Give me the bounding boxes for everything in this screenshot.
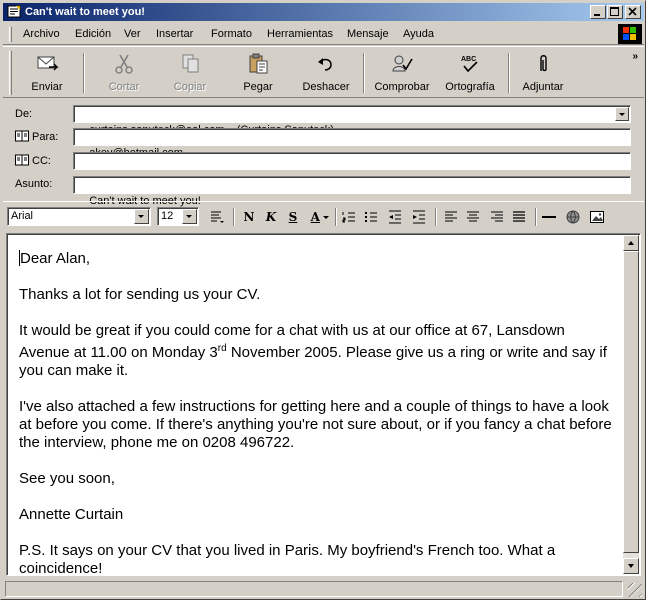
spelling-button[interactable] <box>437 49 503 95</box>
menu-ayuda[interactable]: Ayuda <box>403 28 434 40</box>
check-label: Comprobar <box>374 81 430 93</box>
menu-archivo[interactable]: Archivo <box>23 28 60 40</box>
resize-grip-icon[interactable] <box>628 583 642 597</box>
message-greeting: Dear Alan, <box>20 250 91 267</box>
send-icon <box>35 53 59 75</box>
copy-icon <box>178 53 202 75</box>
scroll-down-button[interactable] <box>623 558 639 574</box>
font-size-dropdown[interactable] <box>182 209 197 224</box>
increase-indent-button[interactable] <box>411 209 427 225</box>
paperclip-icon <box>531 53 555 75</box>
maximize-icon <box>608 6 622 18</box>
underline-button[interactable]: S <box>288 210 298 224</box>
align-right-button[interactable] <box>489 209 505 225</box>
vertical-scrollbar[interactable] <box>623 235 639 574</box>
main-toolbar <box>3 46 644 98</box>
maximize-button[interactable] <box>607 5 623 19</box>
menu-ver[interactable]: Ver <box>124 28 141 40</box>
paste-label: Pegar <box>243 81 273 93</box>
copy-button[interactable] <box>161 49 219 95</box>
decrease-indent-icon <box>387 209 403 225</box>
check-names-icon <box>390 53 414 75</box>
undo-icon <box>314 53 338 75</box>
to-label: Para: <box>32 131 59 143</box>
title-bar[interactable] <box>3 3 644 21</box>
font-name-select[interactable] <box>7 207 151 226</box>
format-separator <box>535 208 537 226</box>
menu-bar <box>3 23 644 45</box>
from-field[interactable] <box>73 105 631 123</box>
message-text <box>19 250 615 596</box>
italic-button[interactable]: K <box>265 210 277 224</box>
decrease-indent-button[interactable] <box>387 209 403 225</box>
horizontal-line-icon <box>541 209 557 225</box>
increase-indent-icon <box>411 209 427 225</box>
picture-icon <box>589 209 605 225</box>
minimize-icon <box>591 6 605 18</box>
bullet-list-button[interactable] <box>363 209 379 225</box>
format-separator <box>233 208 235 226</box>
menu-edicion[interactable]: Edición <box>75 28 112 40</box>
menu-formato[interactable]: Formato <box>211 28 252 40</box>
message-paragraph-2b: November 2005. Please give us a ring or write and say if you can make it. <box>19 344 607 379</box>
scroll-up-button[interactable] <box>623 235 639 251</box>
message-paragraph-2 <box>19 322 615 380</box>
paste-button[interactable] <box>229 49 287 95</box>
subject-label: Asunto: <box>15 178 53 190</box>
formatting-toolbar <box>3 201 644 229</box>
font-color-glyph: A <box>310 210 320 224</box>
close-icon <box>626 6 640 18</box>
cc-label-wrap[interactable] <box>15 154 51 167</box>
paste-icon <box>246 53 270 75</box>
cc-field[interactable] <box>73 152 631 170</box>
message-paragraph-1: Thanks a lot for sending us your CV. <box>19 286 261 303</box>
toolbar-grip[interactable] <box>9 51 12 95</box>
insert-hyperlink-button[interactable] <box>565 209 581 225</box>
scroll-thumb[interactable] <box>623 251 639 553</box>
paragraph-style-icon <box>209 209 225 225</box>
font-size-value: 12 <box>161 210 174 222</box>
cc-label: CC: <box>32 155 51 167</box>
undo-label: Deshacer <box>302 81 350 93</box>
message-ordinal-suffix: rd <box>217 343 227 354</box>
insert-picture-button[interactable] <box>589 209 605 225</box>
font-color-button[interactable] <box>309 209 331 225</box>
address-book-icon <box>15 130 29 142</box>
align-left-button[interactable] <box>443 209 459 225</box>
cut-label: Cortar <box>108 81 140 93</box>
send-button[interactable] <box>17 49 77 95</box>
from-dropdown-button[interactable] <box>615 107 629 121</box>
menu-herramientas[interactable]: Herramientas <box>267 28 334 40</box>
toolbar-separator <box>83 53 85 93</box>
attach-button[interactable] <box>513 49 573 95</box>
message-signature: Annette Curtain <box>19 506 124 523</box>
toolbar-overflow-icon[interactable]: » <box>632 51 638 62</box>
send-label: Enviar <box>31 81 63 93</box>
minimize-button[interactable] <box>590 5 606 19</box>
message-icon <box>7 5 21 18</box>
font-color-dropdown-icon <box>323 215 329 221</box>
justify-icon <box>511 209 527 225</box>
align-left-icon <box>443 209 459 225</box>
check-names-button[interactable] <box>371 49 433 95</box>
font-name-dropdown[interactable] <box>134 209 149 224</box>
to-label-wrap[interactable] <box>15 130 58 143</box>
message-greeting-para <box>19 250 615 268</box>
cut-button[interactable] <box>95 49 153 95</box>
subject-field[interactable] <box>73 176 631 207</box>
bold-button[interactable]: N <box>243 210 255 224</box>
align-center-icon <box>465 209 481 225</box>
numbered-list-button[interactable] <box>341 209 357 225</box>
menu-grip[interactable] <box>9 27 12 42</box>
toolbar-separator <box>508 53 510 93</box>
undo-button[interactable] <box>295 49 357 95</box>
menu-mensaje[interactable]: Mensaje <box>347 28 389 40</box>
copy-label: Copiar <box>173 81 207 93</box>
align-right-icon <box>489 209 505 225</box>
from-label: De: <box>15 108 33 120</box>
message-paragraph-2a: It would be great if you could come for a chat with us at our office at 67, Lansdown Avenue at 11.00 on Monday 3 <box>19 322 565 361</box>
message-body-editor[interactable] <box>6 233 641 576</box>
scissors-icon <box>112 53 136 75</box>
horizontal-line-button[interactable] <box>541 209 557 225</box>
toolbar-separator <box>363 53 365 93</box>
to-field[interactable] <box>73 128 631 146</box>
message-paragraph-3: I've also attached a few instructions for getting here and a couple of things to have a look at before you come. If there's anything you're not sure about, or if you fancy a chat before the interview, phone me on 0208 496722. <box>19 398 612 451</box>
menu-insertar[interactable]: Insertar <box>156 28 194 40</box>
bullet-list-icon <box>363 209 379 225</box>
address-book-icon <box>15 154 29 166</box>
attach-label: Adjuntar <box>522 81 564 93</box>
justify-button[interactable] <box>511 209 527 225</box>
message-postscript: P.S. It says on your CV that you lived in Paris. My boyfriend's French too. What a coincidence! <box>19 542 556 577</box>
svg-text:ABC: ABC <box>461 56 477 63</box>
format-separator <box>335 208 337 226</box>
status-pane <box>5 581 623 597</box>
subject-value: Can't wait to meet you! <box>89 195 201 207</box>
window-title: Can't wait to meet you! <box>25 6 145 18</box>
paragraph-style-button[interactable] <box>209 209 225 225</box>
windows-logo-icon <box>618 24 642 44</box>
format-separator <box>435 208 437 226</box>
spell-check-icon <box>458 53 482 75</box>
globe-link-icon <box>565 209 581 225</box>
close-button[interactable] <box>625 5 641 19</box>
font-name-value: Arial <box>11 210 34 222</box>
status-bar <box>3 580 644 598</box>
numbered-list-icon <box>341 209 357 225</box>
font-size-select[interactable] <box>157 207 199 226</box>
message-closing: See you soon, <box>19 470 115 487</box>
spelling-label: Ortografía <box>445 81 495 93</box>
align-center-button[interactable] <box>465 209 481 225</box>
